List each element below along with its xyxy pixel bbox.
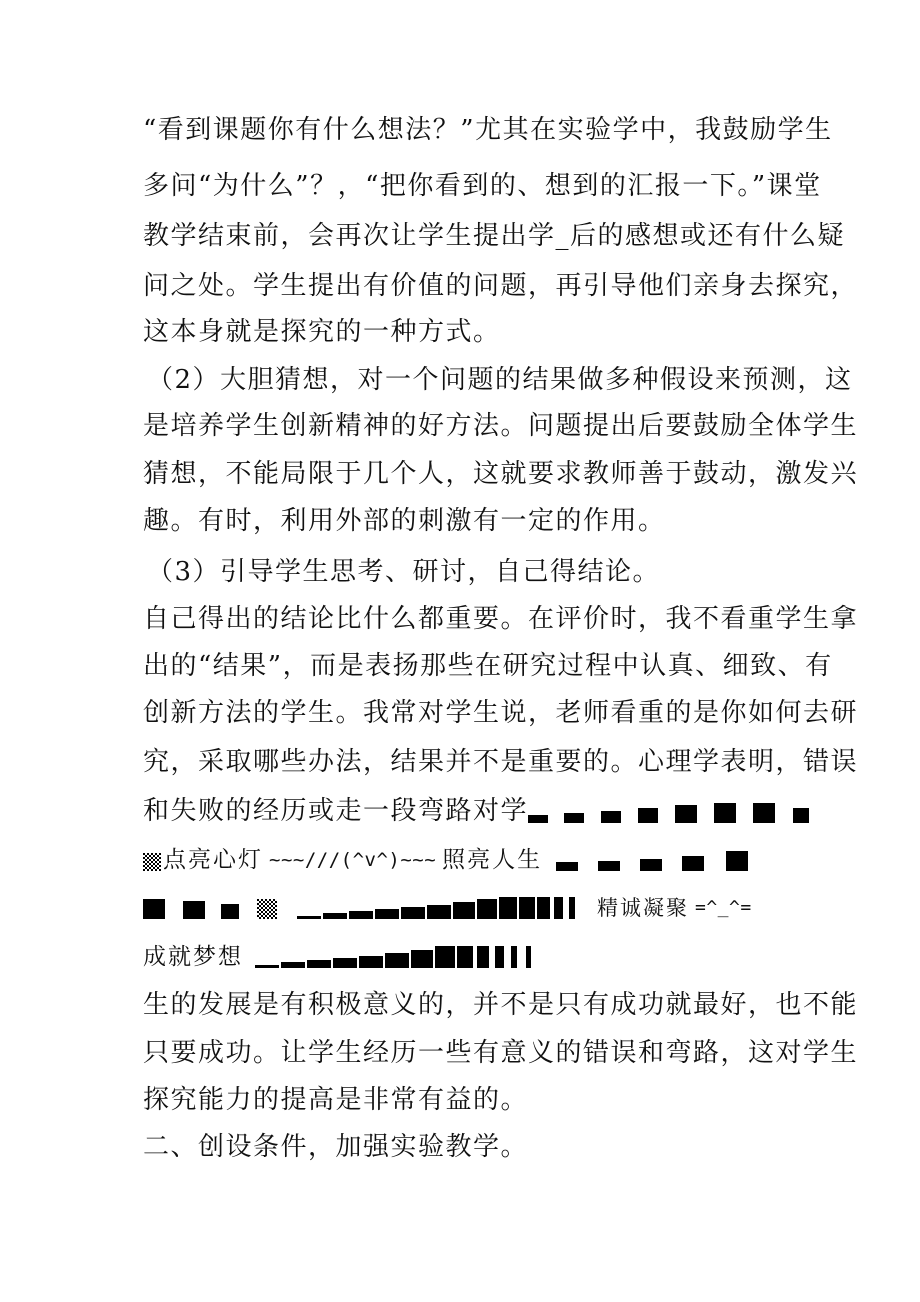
paragraph-line: 教学结束前，会再次让学生提出学_后的感想或还有什么疑: [143, 221, 846, 251]
bar-glyph: [333, 958, 357, 968]
block-glyph: [638, 808, 658, 823]
bar-glyph: [519, 897, 535, 919]
decorative-block-sequence: [528, 797, 828, 827]
paragraph-line: 探究能力的提高是非常有益的。: [143, 1085, 529, 1115]
dither-glyph: [143, 845, 163, 875]
paragraph-line: 是培养学生创新精神的好方法。问题提出后要鼓励全体学生: [143, 411, 859, 441]
paragraph-line: 问之处。学生提出有价值的问题，再引导他们亲身去探究，: [143, 271, 859, 301]
decorative-block-sequence: [556, 845, 766, 875]
decorative-bar-sequence: [255, 942, 545, 972]
bar-glyph: [255, 965, 279, 968]
block-glyph: [726, 851, 748, 871]
block-glyph: [753, 803, 775, 823]
bar-glyph: [453, 902, 475, 919]
decorative-bar-sequence: [297, 893, 597, 923]
paragraph-line: 猜想，不能局限于几个人，这就要求教师善于鼓动，激发兴: [143, 459, 859, 489]
block-glyph: [601, 811, 621, 823]
banner-line-3: [143, 933, 545, 979]
paragraph-line: 创新方法的学生。我常对学生说，老师看重的是你如何去研: [143, 698, 859, 728]
bar-glyph: [385, 953, 409, 968]
block-glyph: [183, 901, 205, 919]
block-glyph: [640, 859, 662, 871]
block-glyph: [221, 904, 239, 919]
paragraph-line: 出的“结果”，而是表扬那些在研究过程中认真、细致、有: [143, 651, 833, 681]
bar-glyph: [554, 897, 563, 919]
block-glyph: [793, 808, 809, 823]
dither-glyph: [257, 899, 277, 919]
paragraph-line: 趣。有时，利用外部的刺激有一定的作用。: [143, 506, 666, 536]
banner-phrase: 成就梦想: [143, 944, 243, 970]
bar-glyph: [281, 962, 305, 968]
banner-phrase: 点亮心灯: [163, 847, 263, 873]
bar-glyph: [457, 946, 473, 968]
block-glyph: [556, 862, 578, 871]
bar-glyph: [411, 950, 433, 968]
paragraph-line: （2）大胆猜想，对一个问题的结果做多种假设来预测，这: [147, 365, 853, 395]
bar-glyph: [435, 946, 455, 968]
bar-glyph: [477, 899, 497, 919]
bar-glyph: [375, 909, 399, 919]
bar-glyph: [307, 960, 331, 968]
block-glyph: [682, 856, 704, 871]
block-glyph: [598, 861, 620, 871]
section-heading: 二、创设条件，加强实验教学。: [143, 1132, 529, 1162]
paragraph-line-with-blocks: [143, 788, 828, 834]
bar-glyph: [359, 956, 383, 968]
emoticon: ~~~///(^v^)~~~: [269, 849, 437, 871]
banner-line-2: [143, 884, 758, 930]
paragraph-line: 多问“为什么”？，“把你看到的、想到的汇报一下。”课堂: [143, 171, 822, 201]
block-glyph: [675, 805, 697, 823]
emoticon: =^_^=: [695, 897, 752, 918]
decorative-block-sequence: [143, 893, 293, 923]
block-glyph: [714, 803, 736, 823]
paragraph-line: 生的发展是有积极意义的，并不是只有成功就最好，也不能: [143, 990, 859, 1020]
bar-glyph: [401, 907, 425, 919]
bar-glyph: [537, 897, 550, 919]
bar-glyph: [477, 946, 489, 968]
bar-glyph: [526, 946, 531, 968]
bar-glyph: [427, 905, 451, 919]
paragraph-line: “看到课题你有什么想法？”尤其在实验学中，我鼓励学生: [143, 115, 833, 145]
bar-glyph: [511, 946, 517, 968]
block-glyph: [528, 815, 548, 823]
block-glyph: [143, 899, 165, 919]
paragraph-line: 究，采取哪些办法，结果并不是重要的。心理学表明，错误: [143, 747, 859, 777]
banner-phrase: 精诚凝聚: [597, 896, 689, 920]
paragraph-line: 自己得出的结论比什么都重要。在评价时，我不看重学生拿: [143, 604, 859, 634]
bar-glyph: [499, 897, 517, 919]
paragraph-line: 和失败的经历或走一段弯路对学: [143, 796, 529, 826]
banner-phrase: 照亮人生: [442, 847, 543, 873]
bar-glyph: [349, 911, 373, 919]
paragraph-line: 这本身就是探究的一种方式。: [143, 317, 501, 347]
block-glyph: [564, 813, 584, 823]
paragraph-line: （3）引导学生思考、研讨，自己得结论。: [147, 557, 661, 587]
bar-glyph: [495, 946, 504, 968]
paragraph-line: 只要成功。让学生经历一些有意义的错误和弯路，这对学生: [143, 1038, 859, 1068]
bar-glyph: [569, 897, 575, 919]
banner-line-1: [143, 836, 766, 882]
bar-glyph: [323, 913, 347, 919]
bar-glyph: [297, 916, 321, 919]
